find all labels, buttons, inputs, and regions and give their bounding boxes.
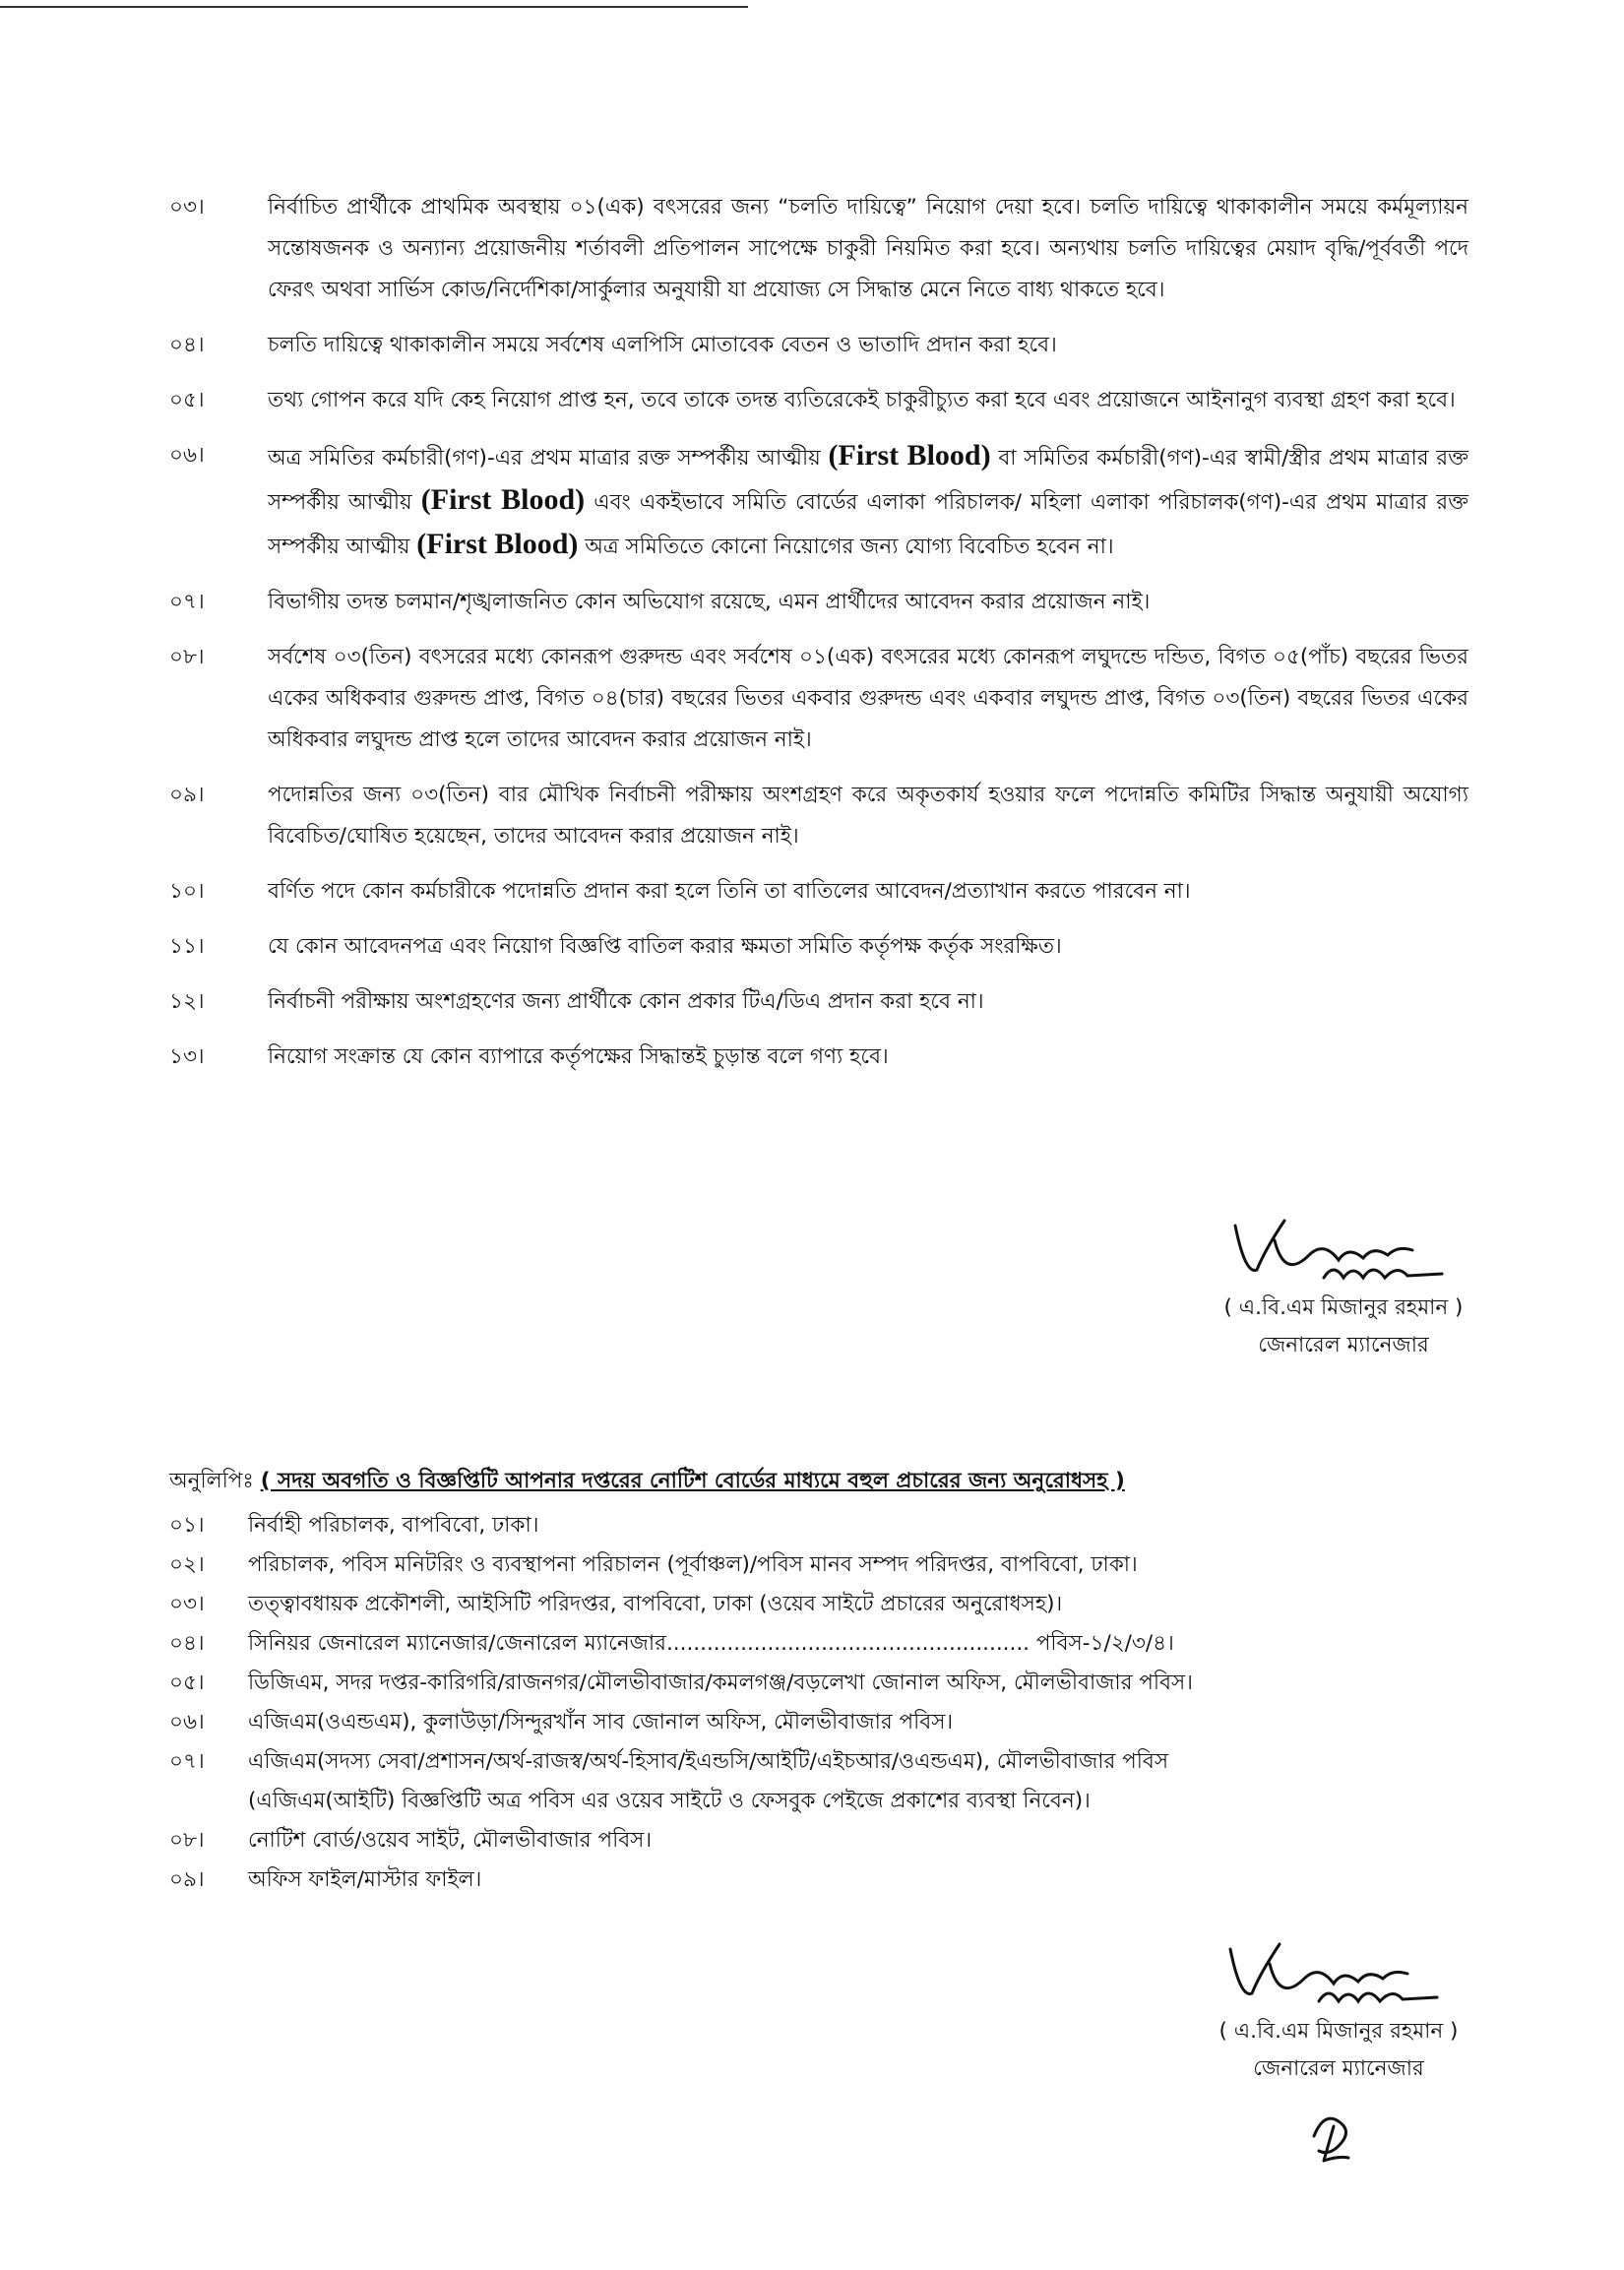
condition-text: বিভাগীয় তদন্ত চলমান/শৃঙ্খলাজনিত কোন অভিযোগ রয়েছে, এমন প্রার্থীদের আবেদন করার প্রয়োজন নাই।	[268, 590, 1151, 614]
condition-number: ১০।	[169, 879, 205, 904]
copy-text-extra: (এজিএম(আইটি) বিজ্ঞপ্তিটি অত্র পবিস এর ওয়েব সাইটে ও ফেসবুক পেইজে প্রকাশের ব্যবস্থা নিবেন)।	[248, 1789, 1091, 1813]
signature-scribble	[1216, 1201, 1471, 1290]
copy-number: ০৩।	[169, 1592, 205, 1616]
condition-item	[169, 637, 1468, 761]
signatory-name: ( এ.বি.এম মিজানুর রহমান )	[1218, 2019, 1459, 2044]
condition-text-part: অত্র সমিতিতে কোনো নিয়োগের জন্য যোগ্য বিবেচিত হবেন না।	[578, 535, 1114, 559]
condition-number: ০৫।	[169, 388, 205, 412]
first-blood-term: (First Blood)	[420, 483, 586, 516]
copy-number: ০১।	[169, 1513, 205, 1538]
condition-number: ০৬।	[169, 443, 205, 468]
signatory-designation: জেনারেল ম্যানেজার	[1253, 2056, 1424, 2081]
condition-text	[268, 435, 1468, 568]
copy-item	[169, 1545, 1468, 1585]
copy-item	[169, 1703, 1468, 1742]
copy-text: পরিচালক, পবিস মনিটরিং ও ব্যবস্থাপনা পরিচালন (পূর্বাঞ্চল)/পবিস মানব সম্পদ পরিদপ্তর, বাপবিবো, ঢাকা।	[248, 1552, 1138, 1577]
signatory-name: ( এ.বি.এম মিজানুর রহমান )	[1223, 1295, 1464, 1320]
condition-item	[169, 582, 1468, 623]
condition-text: নির্বাচিত প্রার্থীকে প্রাথমিক অবস্থায় ০১(এক) বৎসরের জন্য “চলতি দায়িত্বে” নিয়োগ দেয়া হবে। চলতি দায়িত্বে থাকাকালীন সময়ে কর্মমূল্যায়ন সন্তোষজনক ও অন্যান্য প্রয়োজনীয় শর্তাবলী প্রতিপালন সাপেক্ষে চাকুরী নিয়মিত করা হবে। অন্যথায় চলতি দায়িত্বের মেয়াদ বৃদ্ধি/পূর্ববর্তী পদে ফেরৎ অথবা সার্ভিস কোড/নির্দেশিকা/সার্কুলার অনুযায়ী যা প্রযোজ্য সে সিদ্ধান্ত মেনে নিতে বাধ্য থাকতে হবে।	[268, 195, 1468, 302]
first-blood-term: (First Blood)	[416, 528, 579, 560]
copy-text: অফিস ফাইল/মাস্টার ফাইল।	[248, 1867, 482, 1892]
copy-text: এজিএম(সদস্য সেবা/প্রশাসন/অর্থ-রাজস্ব/অর্থ-হিসাব/ইএন্ডসি/আইটি/এইচআর/ওএন্ডএম), মৌলভীবাজার পবিস	[248, 1749, 1169, 1774]
copy-item	[169, 1585, 1468, 1624]
condition-number: ০৩।	[169, 195, 205, 220]
condition-text: চলতি দায়িত্বে থাকাকালীন সময়ে সর্বশেষ এলপিসি মোতাবেক বেতন ও ভাতাদি প্রদান করা হবে।	[268, 333, 1057, 357]
copy-number: ০৯।	[169, 1867, 205, 1892]
condition-item	[169, 871, 1468, 913]
copy-to-list	[169, 1506, 1468, 1900]
copy-number: ০৮।	[169, 1828, 205, 1853]
condition-item	[169, 435, 1468, 568]
condition-number: ০৭।	[169, 590, 205, 614]
condition-item	[169, 325, 1468, 366]
copy-number: ০৬।	[169, 1710, 205, 1734]
condition-number: ০৯।	[169, 783, 205, 807]
first-blood-term: (First Blood)	[828, 439, 991, 472]
copy-text: নির্বাহী পরিচালক, বাপবিবো, ঢাকা।	[248, 1513, 539, 1538]
signature-scribble	[1211, 1924, 1467, 2013]
conditions-list	[169, 187, 1468, 1092]
condition-number: ১১।	[169, 934, 205, 959]
copy-to-label: অনুলিপিঃ	[169, 1469, 254, 1493]
condition-text: তথ্য গোপন করে যদি কেহ নিয়োগ প্রাপ্ত হন, তবে তাকে তদন্ত ব্যতিরেকেই চাকুরীচ্যুত করা হবে এবং প্রয়োজনে আইনানুগ ব্যবস্থা গ্রহণ করা হবে।	[268, 388, 1456, 412]
copy-item	[169, 1506, 1468, 1545]
copy-number: ০৪।	[169, 1631, 205, 1656]
condition-text-part: বা সমিতির কর্মচারী(গণ)-এর স্বামী/স্ত্রীর প্রথম মাত্রার রক্ত সম্পর্কীয় আত্মীয়	[268, 446, 1468, 515]
condition-item	[169, 981, 1468, 1023]
copy-item	[169, 1742, 1468, 1821]
copy-number: ০৫।	[169, 1671, 205, 1695]
copy-text: নোটিশ বোর্ড/ওয়েব সাইট, মৌলভীবাজার পবিস।	[248, 1828, 653, 1853]
condition-number: ০৪।	[169, 333, 205, 357]
copy-text: সিনিয়র জেনারেল ম্যানেজার/জেনারেল ম্যানেজার...................................................... পবিস-১/২/৩/৪।	[248, 1631, 1174, 1656]
condition-number: ০৮।	[169, 645, 205, 669]
signature-block	[1181, 1201, 1506, 1364]
condition-text: পদোন্নতির জন্য ০৩(তিন) বার মৌখিক নির্বাচনী পরীক্ষায় অংশগ্রহণ করে অকৃতকার্য হওয়ার ফলে পদোন্নতি কমিটির সিদ্ধান্ত অনুযায়ী অযোগ্য বিবেচিত/ঘোষিত হয়েছেন, তাদের আবেদন করার প্রয়োজন নাই।	[268, 783, 1468, 849]
condition-text: যে কোন আবেদনপত্র এবং নিয়োগ বিজ্ঞপ্তি বাতিল করার ক্ষমতা সমিতি কর্তৃপক্ষ কর্তৃক সংরক্ষিত।	[268, 934, 1062, 959]
condition-item	[169, 926, 1468, 968]
condition-item	[169, 1037, 1468, 1078]
copy-item	[169, 1821, 1468, 1860]
copy-item	[169, 1664, 1468, 1703]
copy-item	[169, 1624, 1468, 1664]
condition-number: ১৩।	[169, 1044, 205, 1069]
condition-item	[169, 187, 1468, 311]
top-rule	[0, 6, 748, 8]
copy-to-heading	[169, 1465, 1459, 1498]
signature-block	[1176, 1924, 1501, 2088]
copy-item	[169, 1860, 1468, 1900]
condition-number: ১২।	[169, 989, 205, 1014]
condition-text: বর্ণিত পদে কোন কর্মচারীকে পদোন্নতি প্রদান করা হলে তিনি তা বাতিলের আবেদন/প্রত্যাখান করতে পারবেন না।	[268, 879, 1191, 904]
initial-mark-icon	[1304, 2107, 1363, 2166]
condition-text-part: এবং একইভাবে সমিতি বোর্ডের এলাকা পরিচালক/ মহিলা এলাকা পরিচালক(গণ)-এর প্রথম মাত্রার রক্ত সম্পর্কীয় আত্মীয়	[268, 490, 1468, 559]
copy-number: ০২।	[169, 1552, 205, 1577]
signatory-designation: জেনারেল ম্যানেজার	[1258, 1333, 1429, 1357]
condition-item	[169, 775, 1468, 857]
copy-text: তত্ত্বাবধায়ক প্রকৌশলী, আইসিটি পরিদপ্তর, বাপবিবো, ঢাকা (ওয়েব সাইটে প্রচারের অনুরোধসহ)।	[248, 1592, 1063, 1616]
condition-text: নিয়োগ সংক্রান্ত যে কোন ব্যাপারে কর্তৃপক্ষের সিদ্ধান্তই চুড়ান্ত বলে গণ্য হবে।	[268, 1044, 889, 1069]
copy-text: ডিজিএম, সদর দপ্তর-কারিগরি/রাজনগর/মৌলভীবাজার/কমলগঞ্জ/বড়লেখা জোনাল অফিস, মৌলভীবাজার পবিস।	[248, 1671, 1193, 1695]
condition-text: নির্বাচনী পরীক্ষায় অংশগ্রহণের জন্য প্রার্থীকে কোন প্রকার টিএ/ডিএ প্রদান করা হবে না।	[268, 989, 984, 1014]
copy-to-note: ( সদয় অবগতি ও বিজ্ঞপ্তিটি আপনার দপ্তরের নোটিশ বোর্ডের মাধ্যমে বহুল প্রচারের জন্য অনুরোধসহ )	[260, 1469, 1125, 1493]
copy-number: ০৭।	[169, 1749, 205, 1774]
condition-item	[169, 380, 1468, 421]
copy-text: এজিএম(ওএন্ডএম), কুলাউড়া/সিন্দুরখাঁন সাব জোনাল অফিস, মৌলভীবাজার পবিস।	[248, 1710, 954, 1734]
condition-text: সর্বশেষ ০৩(তিন) বৎসরের মধ্যে কোনরূপ গুরুদন্ড এবং সর্বশেষ ০১(এক) বৎসরের মধ্যে কোনরূপ লঘুদন্ডে দন্ডিত, বিগত ০৫(পাঁচ) বছরের ভিতর একের অধিকবার গুরুদন্ড প্রাপ্ত, বিগত ০৪(চার) বছরের ভিতর একবার গুরুদন্ড এবং একবার লঘুদন্ড প্রাপ্ত, বিগত ০৩(তিন) বছরের ভিতর একের অধিকবার লঘুদন্ড প্রাপ্ত হলে তাদের আবেদন করার প্রয়োজন নাই।	[268, 645, 1468, 752]
condition-text-part: অত্র সমিতির কর্মচারী(গণ)-এর প্রথম মাত্রার রক্ত সম্পর্কীয় আত্মীয়	[268, 446, 829, 471]
